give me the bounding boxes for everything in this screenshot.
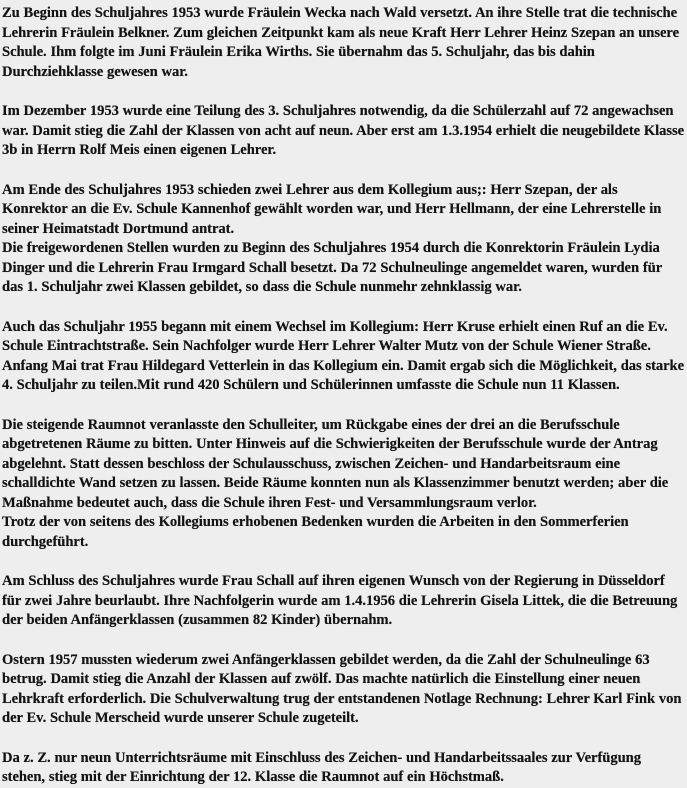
paragraph-10: Da z. Z. nur neun Unterrichtsräume mit Einschluss des Zeichen- und Handarbeitssaales zur Verfügung stehen, stieg mit der Einrichtung der 12. Klasse die Raumnot auf ein Höchstmaß. xyxy=(2,749,641,785)
paragraph-6: Die steigende Raumnot veranlasste den Schulleiter, um Rückgabe eines der drei an die Berufsschule abgetretenen Räume zu bitten. Unter Hinweis auf die Schwierigkeiten der Berufsschule wurde der Antrag abgelehnt. Statt dessen beschloss der Schulausschuss, zwischen Zeichen- und Handarbeitsraum eine schalldichte Wand setzen zu lassen. Beide Räume konnten nun als Klassenzimmer benutzt werden; aber die Maßnahme bedeutet auch, dass die Schule ihren Fest- und Versammlungsraum verlor. xyxy=(2,416,669,511)
paragraph-2: Im Dezember 1953 wurde eine Teilung des 3. Schuljahres notwendig, da die Schülerzahl auf 72 angewachsen war. Damit stieg die Zahl der Klassen von acht auf neun. Aber erst am 1.3.1954 erhielt die neugebildete Klasse 3b in Herrn Rolf Meis einen eigenen Lehrer. xyxy=(2,103,685,158)
paragraph-7: Trotz der von seitens des Kollegiums erhobenen Bedenken wurden die Arbeiten in den Sommerferien durchgeführt. xyxy=(2,514,629,550)
paragraph-8: Am Schluss des Schuljahres wurde Frau Schall auf ihren eigenen Wunsch von der Regierung in Düsseldorf für zwei Jahre beurlaubt. Ihre Nachfolgerin wurde am 1.4.1956 die Lehrerin Gisela Littek, die die Betreuung der beiden Anfängerklassen (zusammen 82 Kinder) übernahm. xyxy=(2,573,678,628)
paragraph-spacer xyxy=(2,82,685,102)
paragraph-1: Zu Beginn des Schuljahres 1953 wurde Fräulein Wecka nach Wald versetzt. An ihre Stelle trat die technische Lehrerin Fräulein Belkner. Zum gleichen Zeitpunkt kam als neue Kraft Herr Lehrer Heinz Szepan an unsere Schule. Ihm folgte im Juni Fräulein Erika Wirths. Sie übernahm das 5. Schuljahr, das bis dahin Durchziehklasse gewesen war. xyxy=(2,5,680,80)
paragraph-spacer xyxy=(2,631,685,651)
paragraph-9: Ostern 1957 mussten wiederum zwei Anfängerklassen gebildet werden, da die Zahl der Schulneulinge 63 betrug. Damit stieg die Anzahl der Klassen auf zwölf. Das machte natürlich die Einstellung einer neuen Lehrkraft erforderlich. Die Schulverwaltung trug der entstandenen Notlage Rechnung: Lehrer Karl Fink von der Ev. Schule Merscheid wurde unserer Schule zugeteilt. xyxy=(2,651,682,726)
paragraph-spacer xyxy=(2,161,685,181)
paragraph-spacer xyxy=(2,298,685,318)
paragraph-4: Die freigewordenen Stellen wurden zu Beginn des Schuljahres 1954 durch die Konrektorin Fräulein Lydia Dinger und die Lehrerin Frau Irmgard Schall besetzt. Da 72 Schulneulinge angemeldet waren, wurden für das 1. Schuljahr zwei Klassen gebildet, so dass die Schule nunmehr zehnklassig war. xyxy=(2,240,662,295)
paragraph-spacer xyxy=(2,396,685,416)
paragraph-spacer xyxy=(2,552,685,572)
paragraph-3: Am Ende des Schuljahres 1953 schieden zwei Lehrer aus dem Kollegium aus;: Herr Szepan, der als Konrektor an die Ev. Schule Kannenhof gewählt worden war, und Herr Hellmann, der eine Lehrerstelle in seiner Heimatstadt Dortmund antrat. xyxy=(2,181,662,237)
paragraph-spacer xyxy=(2,729,685,749)
paragraph-5: Auch das Schuljahr 1955 begann mit einem Wechsel im Kollegium: Herr Kruse erhielt einen Ruf an die Ev. Schule Eintrachtstraße. Sein Nachfolger wurde Herr Lehrer Walter Mutz von der Schule Wiener Straße. Anfang Mai trat Frau Hildegard Vetterlein in das Kollegium ein. Damit ergab sich die Möglichkeit, das starke 4. Schuljahr zu teilen.Mit rund 420 Schülern und Schülerinnen umfasste die Schule nun 11 Klassen. xyxy=(2,318,685,393)
